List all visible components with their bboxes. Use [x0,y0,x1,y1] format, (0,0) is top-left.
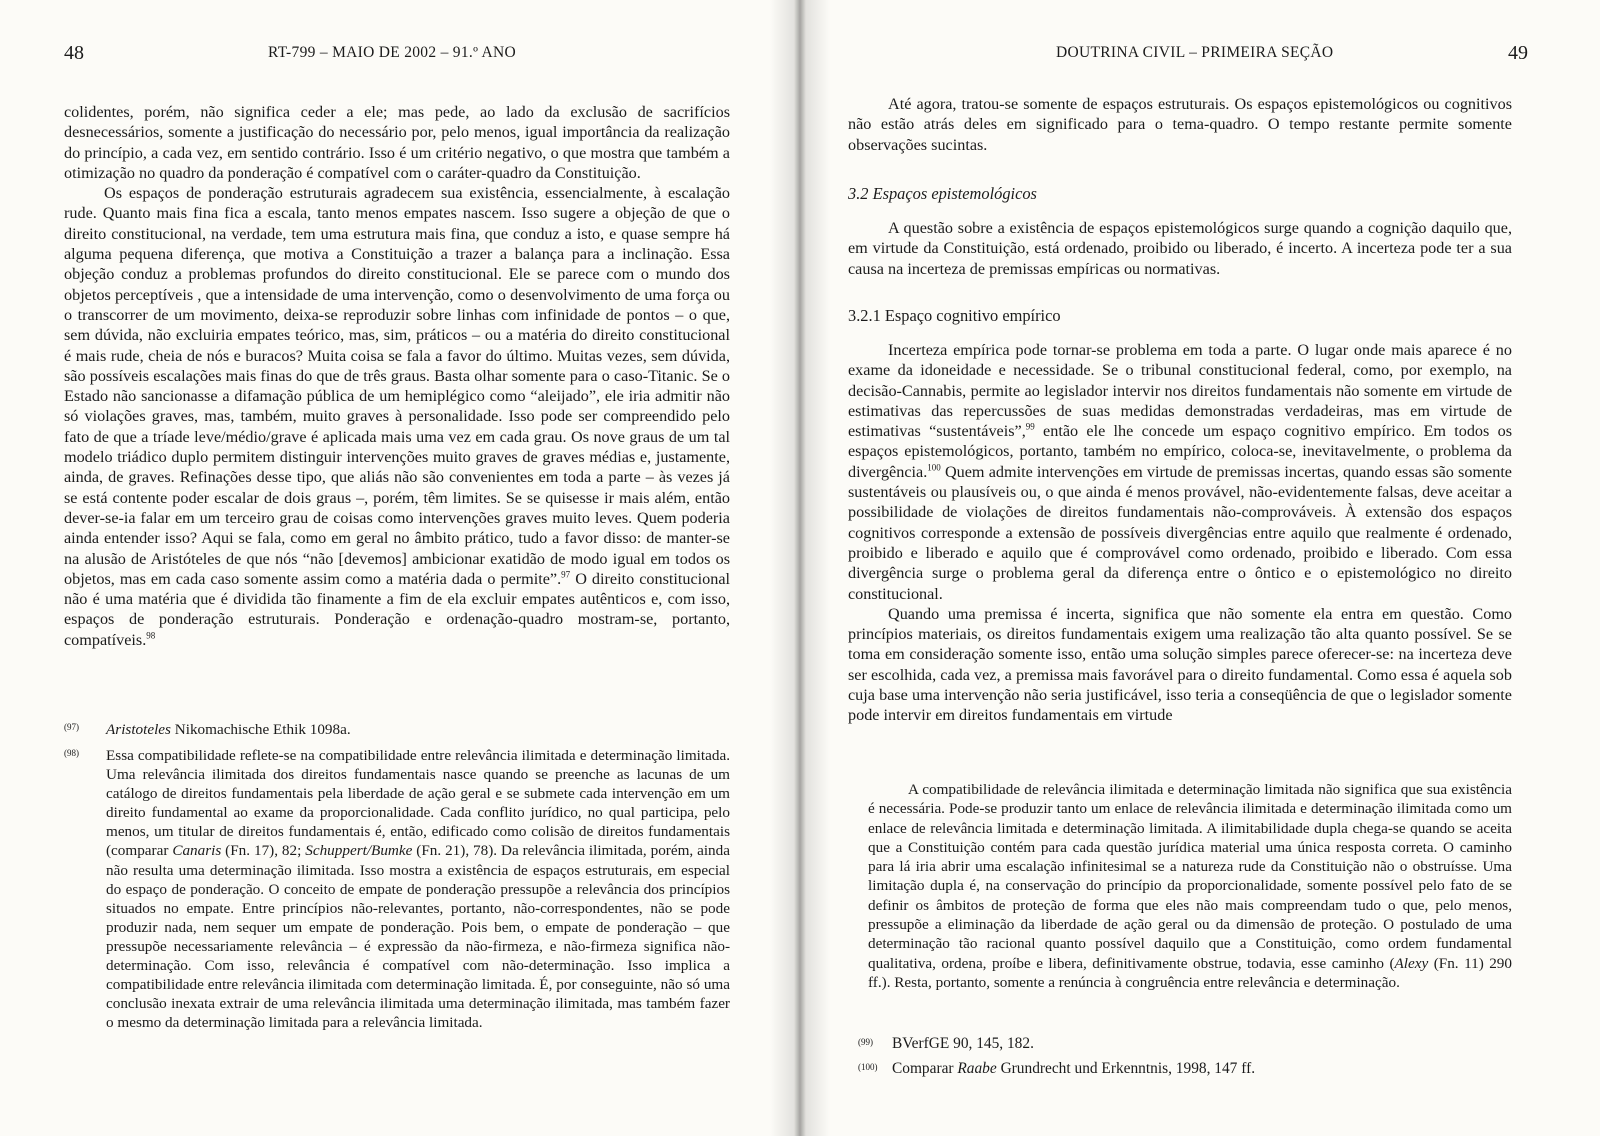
section-heading: 3.2 Espaços epistemológicos [848,184,1037,203]
body-text [848,94,1512,155]
paragraph: Quando uma premissa é incerta, significa que não somente ela entra em questão. Como princípios materiais, os direitos fundamentais exigem uma realização tão alta quanto possível. Se se toma em consideração somente isso, então uma solução simples parece oferecer-se: na incerteza deve ser escolhida, cada vez, a premissa mais favorável para o direito fundamental. Como essa é aquela sob cuja base uma intervenção não seria justificável, isso teria a conseqüência de que o legislador somente pode intervir em direitos fundamentais em virtude [848,604,1512,725]
footnote-mark: (100) [858,1062,878,1072]
footnote: (98) Essa compatibilidade reflete-se na compatibilidade entre relevância ilimitada e determinação limitada. Uma relevância ilimitada dos direitos fundamentais nasce quando se preenche as lacunas de um catálogo de direitos fundamentais pela liberdade de ação geral e se submete cada intervenção em um direito fundamental ao exame da proporcionalidade. Cada conflito jurídico, no qual participa, pelo menos, um titular de direitos fundamentais é, então, edificado como colisão de direitos fundamentais (comparar Canaris (Fn. 17), 82; Schuppert/Bumke (Fn. 21), 78). Da relevância ilimitada, porém, ainda não resulta uma determinação ilimitada. Isso mostra a existência de espaços estruturais, em especial do espaço de ponderação. O conceito de empate de ponderação pressupõe a relevância dos princípios situados no empate. Entre princípios não-relevantes, portanto, não-correspondentes, não se pode produzir nada, nem sequer um empate de ponderação. Pois bem, o empate de ponderação – que pressupõe necessariamente relevância – é expressão da não-firmeza, e não-firmeza significa não-determinação. Com isso, relevância é compatível com não-determinação. Isso implica a compatibilidade entre relevância ilimitada com determinação limitada. É, por conseguinte, não só uma conclusão inexata extrair de uma relevância ilimitada uma determinação ilimitada, mas também fazer o mesmo da determinação limitada para a relevância limitada. [64,747,730,1032]
footnote: (97) Aristoteles Nikomachische Ethik 1098a. [64,721,351,738]
paragraph: Até agora, tratou-se somente de espaços estruturais. Os espaços epistemológicos ou cognitivos não estão atrás deles em significado para o tema-quadro. O tempo restante permite somente observações sucintas. [848,95,1512,154]
paragraph: Incerteza empírica pode tornar-se problema em toda a parte. O lugar onde mais aparece é no exame da idoneidade e necessidade. Se o tribunal constitucional federal, como, por exemplo, na decisão-Cannabis, permite ao legislador intervir nos direitos fundamentais não somente em virtude de estimativas das repercussões de suas medidas demonstradas verdadeiras, mas em virtude de estimativas “sustentáveis”,$^{99}$ então ele lhe concede um espaço cognitivo empírico. Em todos os espaços epistemológicos, portanto, também no empírico, coloca-se, inevitavelmente, o problema da divergência.$^{100}$ Quem admite intervenções em virtude de premissas incertas, quando essas são somente sustentáveis ou plausíveis ou, o que ainda é menos provável, não-evidentemente falsas, deve aceitar a possibilidade de violações de direitos fundamentais não-comprováveis. À extensão dos espaços cognitivos corresponde a extensão de possíveis divergências entre aquilo que realmente é ordenado, proibido e liberado e aquilo que é comprovável como ordenado, proibido e liberado. Com essa divergência surge o problema geral da diferença entre o ôntico e o epistemológico no direito constitucional. [848,341,1512,603]
body-text [64,102,730,650]
footnote-ref: 97 [561,569,571,580]
page-number: 49 [1508,42,1528,64]
footnote-ref: 98 [146,630,156,641]
paragraph: Os espaços de ponderação estruturais agradecem sua existência, essencialmente, à escalação rude. Quanto mais fina fica a escala, tanto menos empates nascem. Isso sugere a objeção de que o direito constitucional, na verdade, tem uma estrutura mais fina, que conduz a isto, e quase sempre há alguma pequena diferença, que motiva a Constituição a trazer a balança para a inclinação. Essa objeção conduz a problemas profundos do direito constitucional. Ele se parece com o mundo dos objetos perceptíveis , que a intensidade de uma intervenção, como o desenvolvimento de uma força ou o transcorrer de um movimento, deixa-se reproduzir sobre linhas com infinidade de pontos – o que, sem dúvida, não excluiria empates teórico, mas, sim, práticos – ou a matéria do direito constitucional é mais rude, cheia de nós e buracos? Muita coisa se fala a favor do último. Muitas vezes, sem dúvida, são possíveis escalações mais finas do que de três graus. Basta olhar somente para o caso-Titanic. Se o Estado não sancionasse a difamação pública de um hemiplégico como “aleijado”, ele iria admitir não só violações graves, mas, também, muito graves à personalidade. Isso pode ser compreendido pelo fato de que a tríade leve/médio/grave é aplicada mais uma vez em cada grau. Os nove graus de um tal modelo triádico duplo permitem distinguir intervenções muito graves de graves médias e, justamente, ainda, de graves. Refinações desse tipo, que aliás não são convenientes em toda a parte – às vezes já se está contente poder escalar de dois graus –, porém, têm limites. Se se quisesse ir mais além, então dever-se-ia falar em um terceiro grau de coisas como intervenções graves muito leves. Quem poderia ainda entender isso? Aqui se fala, como em geral no âmbito prático, tudo a favor disso: de manter-se na alusão de Aristóteles de que nós “não [devemos] ambicionar exatidão de modo igual em todos os objetos, mas em cada caso somente assim como a matéria dada o permite”.$^{97}$ O direito constitucional não é uma matéria que é dividida tão finamente a fim de ela excluir empates autênticos e, com isso, espaços de ponderação estruturais. Ponderação e ordenação-quadro mostram-se, portanto, compatíveis.$^{98}$ [64,184,731,649]
footnote-mark: (98) [64,748,79,758]
running-head: RT-799 – MAIO DE 2002 – 91.º ANO [268,44,516,61]
footnote: (100) Comparar Raabe Grundrecht und Erkenntnis, 1998, 147 ff. [858,1060,1256,1077]
footnote-ref: 99 [1025,421,1035,432]
footnote: (99) BVerfGE 90, 145, 182. [858,1035,1034,1052]
body-text [848,340,1512,726]
running-head: DOUTRINA CIVIL – PRIMEIRA SEÇÃO [1056,44,1334,61]
footnote-continuation: A compatibilidade de relevância ilimitada e determinação limitada não significa que sua existência é necessária. Pode-se produzir tanto um enlace de relevância ilimitada e determinação ilimitada como um enlace de relevância limitada e determinação limitada. A ilimitabilidade dupla chega-se quando se aceita que a Constituição contém para cada questão jurídica material uma única resposta correta. O caminho para lá iria abrir uma escalação infinitesimal se a natureza rude da Constituição não o obstruísse. Uma limitação dupla é, na conservação do princípio da proporcionalidade, somente possível pelo fato de se definir os âmbitos de proteção de forma que eles não mais compreendam tudo o que, pelo menos, pressupõe a eliminação da liberdade de ação geral ou da dimensão de proteção. O postulado de uma determinação tão racional quanto possível daquilo que a Constituição, como ordem fundamental qualitativa, ordena, proíbe e libera, definitivamente obstrue, todavia, esse caminho (Alexy (Fn. 11) 290 ff.). Resta, portanto, somente a renúncia à congruência entre relevância e determinação. [868,781,1512,991]
footnote-ref: 100 [927,462,941,473]
body-text [848,218,1512,279]
page-number: 48 [64,42,84,64]
footnote-author: Aristoteles [106,721,171,738]
footnote-mark: (97) [64,722,79,732]
paragraph: A questão sobre a existência de espaços epistemológicos surge quando a cognição daquilo que, em virtude da Constituição, está ordenado, proibido ou liberado, é incerto. A incerteza pode ter a sua causa na incerteza de premissas empíricas ou normativas. [848,219,1512,278]
paragraph: colidentes, porém, não significa ceder a ele; mas pede, ao lado da exclusão de sacrifícios desnecessários, somente a justificação do necessário por, pelo menos, igual importância da realização do princípio, a cada vez, em sentido contrário. Isso é um critério negativo, o que mostra que também a otimização no quadro da ponderação é compatível com o caráter-quadro da Constituição. [64,103,730,182]
footnote-mark: (99) [858,1037,873,1047]
section-heading: 3.2.1 Espaço cognitivo empírico [848,306,1061,325]
